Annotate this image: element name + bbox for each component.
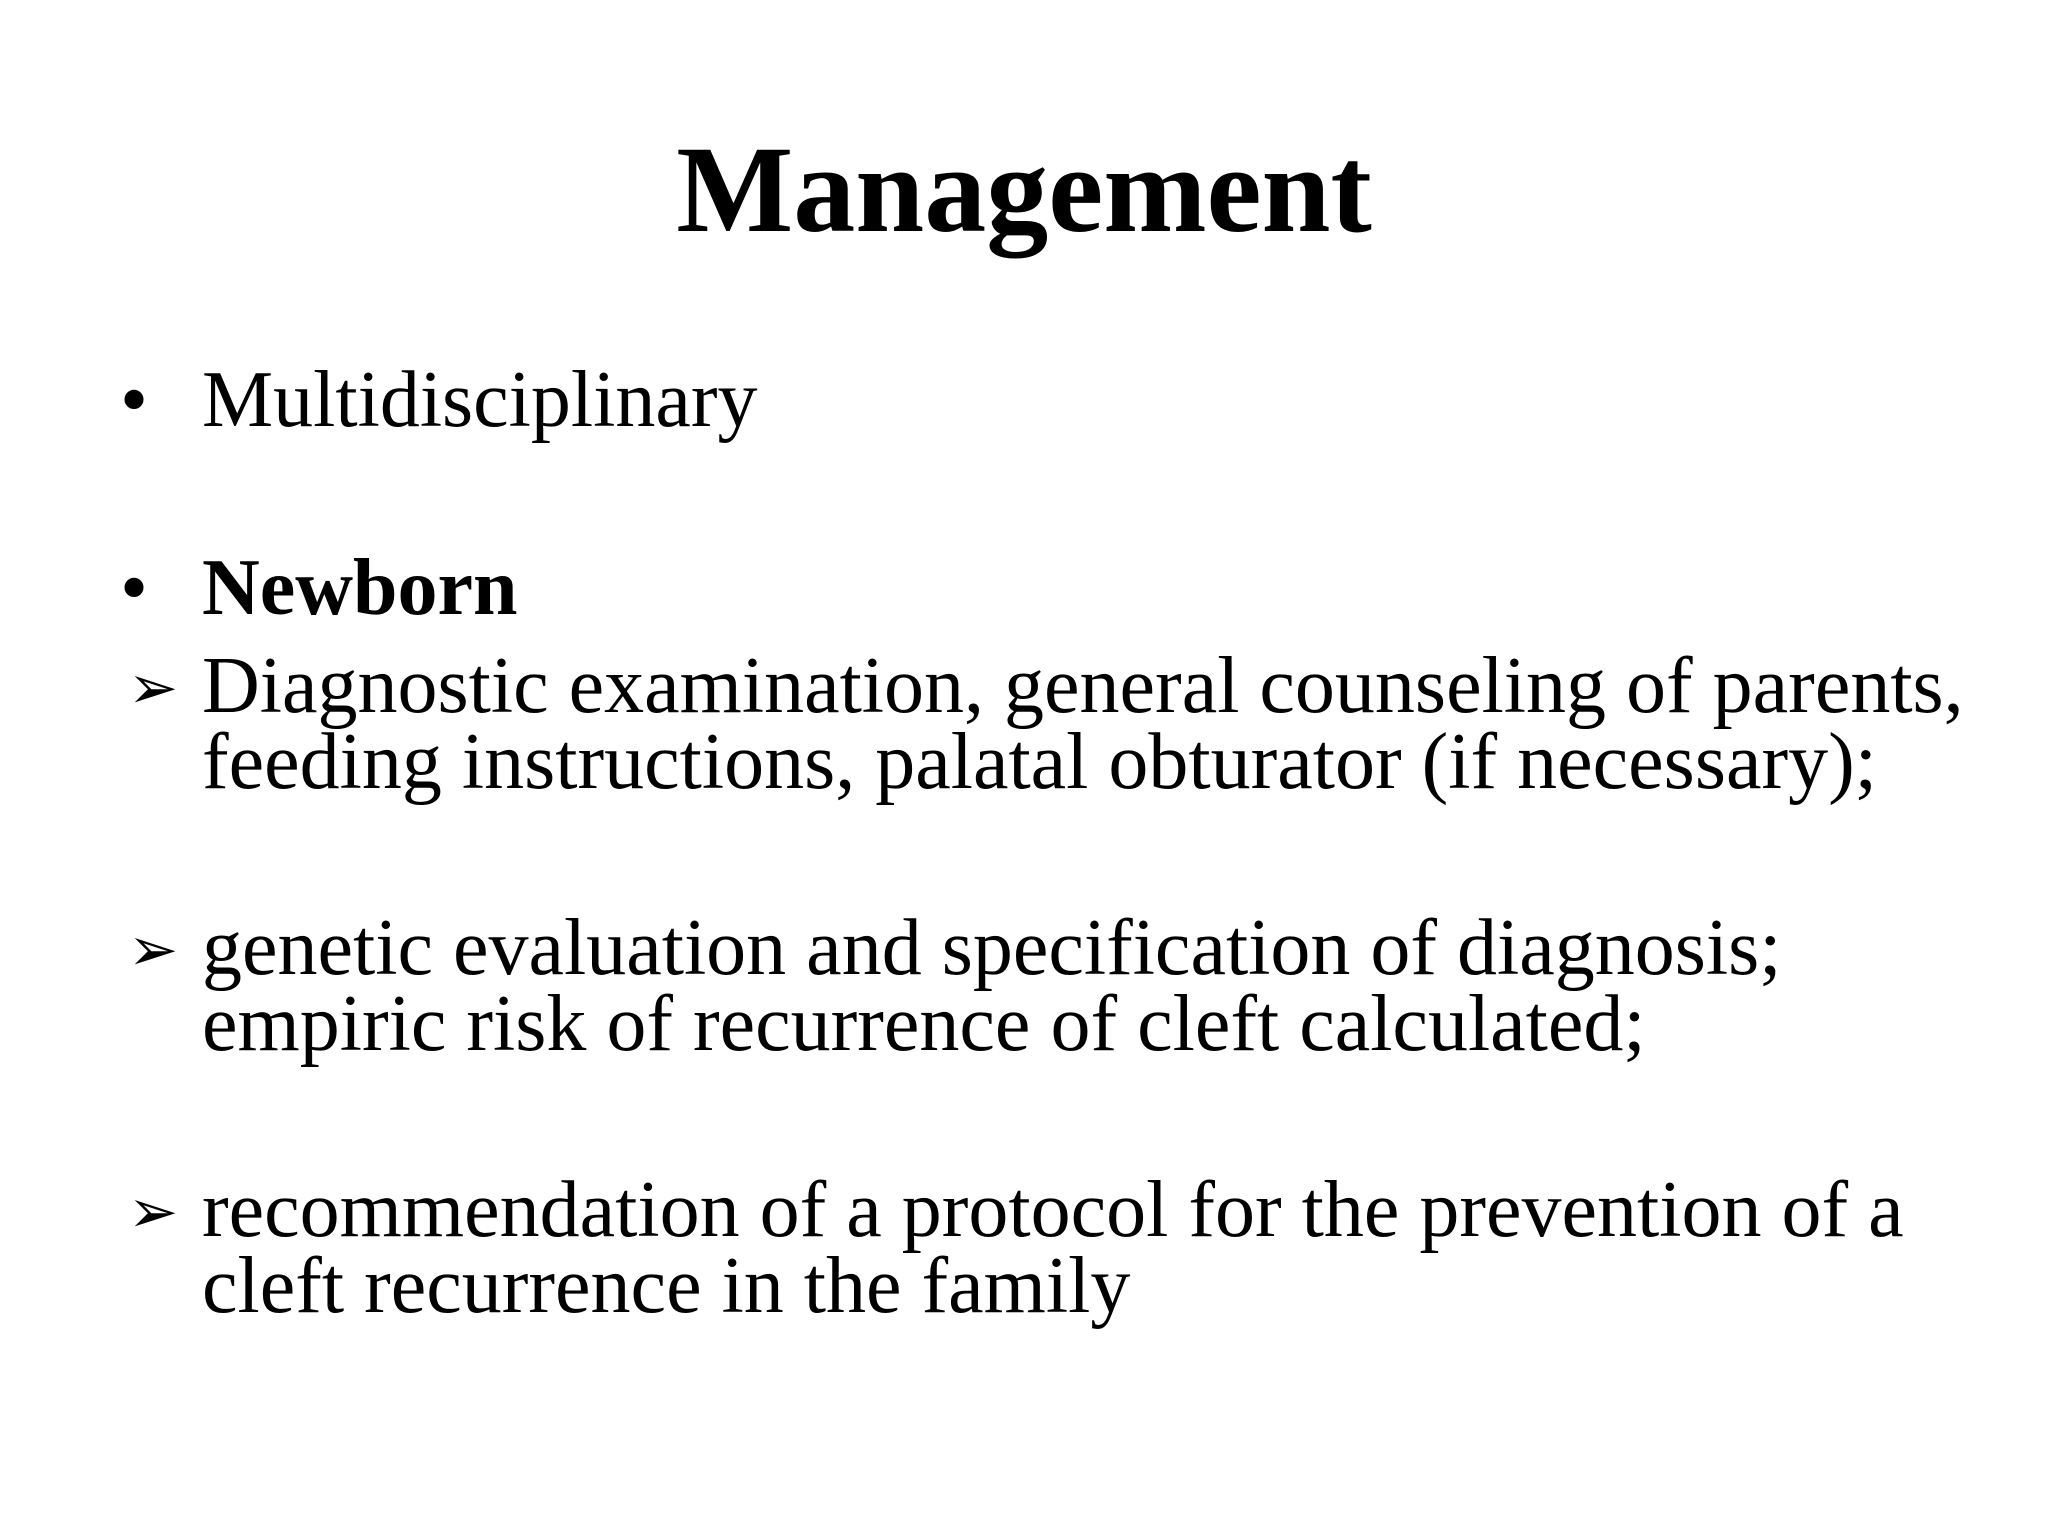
bullet-text [202, 904, 2002, 1068]
bullet-line: feeding instructions, palatal obturator (if necessary); [202, 718, 1877, 806]
arrow-bullet-icon: ➢ [128, 1177, 179, 1247]
bullet-line: genetic evaluation and specification of diagnosis; [202, 904, 1782, 992]
bullet-line: Newborn [202, 544, 518, 632]
bullet-text [202, 356, 2002, 444]
bullet-line: Multidisciplinary [202, 356, 758, 444]
bullet-text [202, 642, 2002, 806]
arrow-bullet-icon: ➢ [128, 915, 179, 985]
bullet-text [202, 1166, 2002, 1330]
bullet-line: Diagnostic examination, general counseling of parents, [202, 642, 1964, 730]
bullet-dot-icon: • [120, 544, 149, 632]
bullet-dot-icon: • [120, 356, 149, 444]
bullet-text [202, 544, 2002, 632]
bullet-line: empiric risk of recurrence of cleft calculated; [202, 980, 1646, 1068]
slide-title: Management [676, 121, 1372, 258]
bullet-line: recommendation of a protocol for the prevention of a [202, 1166, 1904, 1254]
bullet-line: cleft recurrence in the family [202, 1242, 1131, 1330]
arrow-bullet-icon: ➢ [128, 653, 179, 723]
